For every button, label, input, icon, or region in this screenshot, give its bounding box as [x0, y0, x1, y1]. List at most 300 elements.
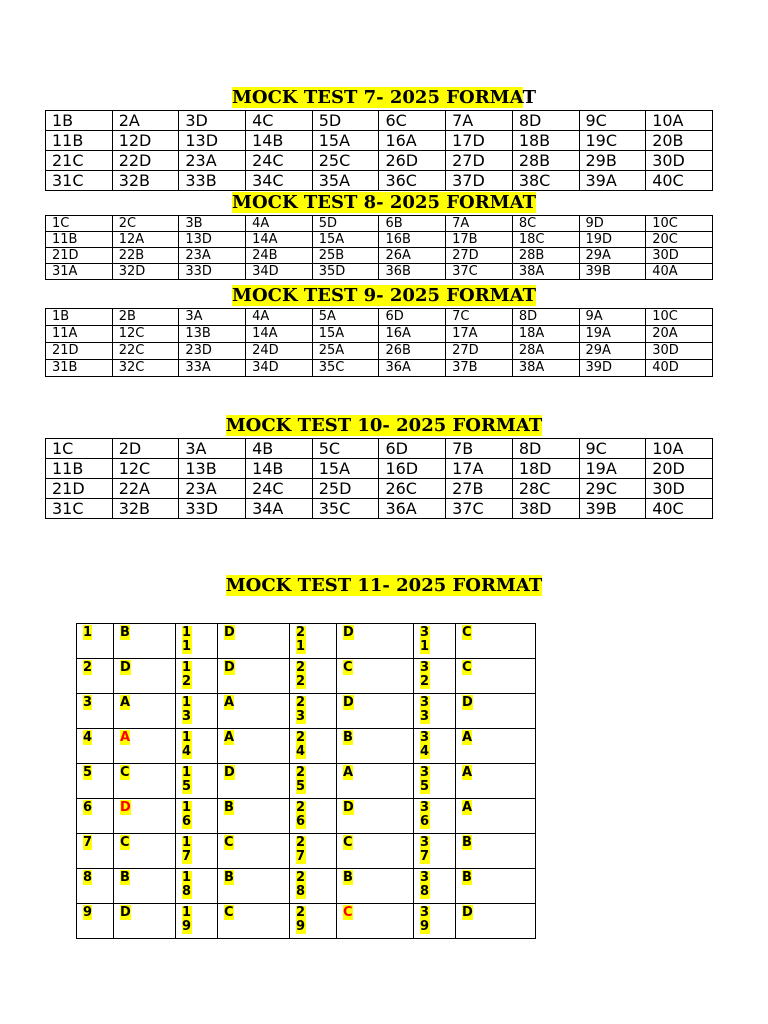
question-number-cell	[414, 729, 456, 764]
answer-cell	[456, 764, 536, 799]
answer-cell	[218, 624, 290, 659]
answer-letter: B	[120, 625, 130, 640]
answer-cell: 1C	[46, 439, 113, 459]
answer-cell: 38C	[512, 171, 579, 191]
answer-cell: 25D	[312, 479, 379, 499]
answer-cell: 7B	[446, 439, 513, 459]
answer-cell: 39D	[579, 360, 646, 377]
answer-cell: 28A	[512, 343, 579, 360]
answer-letter: A	[120, 695, 131, 710]
mock-test-10-table	[45, 438, 713, 519]
answer-cell: 30D	[646, 248, 713, 264]
answer-cell: 25A	[312, 343, 379, 360]
mock-test-7-table	[45, 110, 713, 191]
answer-cell: 34D	[246, 360, 313, 377]
answer-letter: A	[462, 800, 473, 815]
question-number: 12	[182, 660, 192, 689]
answer-cell: 40C	[646, 499, 713, 519]
question-number-cell	[290, 869, 337, 904]
answer-cell	[337, 764, 414, 799]
mock-test-8-table	[45, 215, 713, 280]
answer-letter: D	[343, 800, 354, 815]
answer-letter: C	[120, 835, 130, 850]
answer-cell	[456, 659, 536, 694]
answer-cell: 13B	[179, 459, 246, 479]
question-number: 26	[296, 800, 306, 829]
answer-cell: 10C	[646, 309, 713, 326]
answer-cell: 27D	[446, 343, 513, 360]
question-number: 3	[83, 695, 93, 710]
answer-letter: C	[343, 660, 353, 675]
answer-cell: 32B	[112, 171, 179, 191]
answer-cell: 36B	[379, 264, 446, 280]
answer-cell: 29C	[579, 479, 646, 499]
answer-cell	[218, 799, 290, 834]
table-row	[46, 248, 713, 264]
answer-cell	[218, 869, 290, 904]
answer-cell: 40C	[646, 171, 713, 191]
question-number-cell	[77, 834, 114, 869]
question-number: 34	[420, 730, 430, 759]
answer-cell	[456, 694, 536, 729]
answer-letter: B	[462, 870, 472, 885]
question-number-cell	[290, 904, 337, 939]
table-row	[77, 764, 536, 799]
answer-cell: 2A	[112, 111, 179, 131]
answer-letter: D	[462, 905, 473, 920]
answer-cell: 29B	[579, 151, 646, 171]
question-number-cell	[77, 904, 114, 939]
answer-cell: 37C	[446, 499, 513, 519]
answer-cell	[337, 834, 414, 869]
answer-cell: 21D	[46, 248, 113, 264]
answer-cell: 33A	[179, 360, 246, 377]
answer-cell: 10C	[646, 216, 713, 232]
answer-cell	[337, 624, 414, 659]
answer-cell: 8D	[512, 309, 579, 326]
answer-letter: B	[224, 800, 234, 815]
table-row	[77, 659, 536, 694]
answer-letter: D	[343, 625, 354, 640]
question-number-cell	[176, 904, 218, 939]
mock-test-8-title	[0, 193, 768, 213]
table-row	[77, 834, 536, 869]
answer-cell: 32B	[112, 499, 179, 519]
question-number: 11	[182, 625, 192, 654]
table-row	[77, 694, 536, 729]
question-number-cell	[290, 624, 337, 659]
answer-cell: 27D	[446, 248, 513, 264]
table-row	[46, 326, 713, 343]
answer-letter: C	[343, 905, 353, 920]
answer-cell: 40A	[646, 264, 713, 280]
question-number-cell	[77, 764, 114, 799]
answer-cell: 11A	[46, 326, 113, 343]
answer-letter: A	[343, 765, 354, 780]
question-number-cell	[176, 869, 218, 904]
answer-cell: 33D	[179, 264, 246, 280]
answer-cell: 34A	[246, 499, 313, 519]
answer-letter: A	[462, 730, 473, 745]
question-number: 24	[296, 730, 306, 759]
question-number: 28	[296, 870, 306, 899]
question-number: 15	[182, 765, 192, 794]
mock-test-8-title-highlight: MOCK TEST 8- 2025 FORMAT	[232, 192, 536, 213]
answer-cell	[218, 904, 290, 939]
answer-cell: 5C	[312, 439, 379, 459]
answer-cell: 17A	[446, 459, 513, 479]
question-number: 18	[182, 870, 192, 899]
question-number: 7	[83, 835, 93, 850]
answer-cell: 25C	[312, 151, 379, 171]
answer-cell	[337, 729, 414, 764]
question-number: 14	[182, 730, 192, 759]
answer-cell: 24D	[246, 343, 313, 360]
answer-cell: 36A	[379, 360, 446, 377]
answer-cell: 1B	[46, 309, 113, 326]
answer-letter: A	[120, 730, 131, 745]
answer-cell: 9D	[579, 216, 646, 232]
answer-cell: 8C	[512, 216, 579, 232]
table-row	[46, 171, 713, 191]
answer-cell: 21C	[46, 151, 113, 171]
answer-cell: 18D	[512, 459, 579, 479]
answer-cell: 4B	[246, 439, 313, 459]
question-number: 9	[83, 905, 93, 920]
answer-cell: 20D	[646, 459, 713, 479]
answer-cell: 32D	[112, 264, 179, 280]
answer-cell: 20C	[646, 232, 713, 248]
mock-test-7-title	[0, 88, 768, 108]
answer-cell: 6D	[379, 309, 446, 326]
table-row	[77, 624, 536, 659]
answer-cell: 35C	[312, 360, 379, 377]
question-number: 39	[420, 905, 430, 934]
question-number-cell	[414, 869, 456, 904]
answer-cell: 27D	[446, 151, 513, 171]
answer-cell: 22B	[112, 248, 179, 264]
mock-test-10-title-highlight: MOCK TEST 10- 2025 FORMAT	[225, 415, 543, 436]
answer-cell	[456, 834, 536, 869]
question-number-cell	[290, 729, 337, 764]
answer-cell	[337, 799, 414, 834]
question-number-cell	[176, 624, 218, 659]
question-number: 4	[83, 730, 93, 745]
answer-cell	[456, 904, 536, 939]
question-number-cell	[77, 799, 114, 834]
answer-letter: B	[462, 835, 472, 850]
answer-cell: 6B	[379, 216, 446, 232]
mock-test-11-table	[76, 623, 536, 939]
answer-cell: 28B	[512, 151, 579, 171]
answer-cell: 37B	[446, 360, 513, 377]
question-number: 6	[83, 800, 93, 815]
question-number: 13	[182, 695, 192, 724]
answer-cell	[114, 764, 176, 799]
answer-cell: 2C	[112, 216, 179, 232]
answer-cell	[218, 834, 290, 869]
answer-cell: 6C	[379, 111, 446, 131]
answer-cell: 39A	[579, 171, 646, 191]
table-row	[46, 459, 713, 479]
table-row	[46, 232, 713, 248]
question-number: 23	[296, 695, 306, 724]
answer-cell: 5D	[312, 216, 379, 232]
answer-cell: 39B	[579, 264, 646, 280]
answer-cell: 17B	[446, 232, 513, 248]
question-number-cell	[414, 799, 456, 834]
answer-cell: 29A	[579, 248, 646, 264]
question-number-cell	[290, 659, 337, 694]
mock-test-7-title-tail: T	[522, 87, 536, 108]
answer-cell: 30D	[646, 479, 713, 499]
answer-cell: 22A	[112, 479, 179, 499]
answer-cell: 2B	[112, 309, 179, 326]
question-number-cell	[414, 834, 456, 869]
question-number-cell	[414, 624, 456, 659]
answer-cell: 7A	[446, 111, 513, 131]
answer-cell: 19A	[579, 459, 646, 479]
answer-letter: D	[224, 625, 235, 640]
answer-cell: 1C	[46, 216, 113, 232]
answer-cell	[114, 834, 176, 869]
answer-letter: D	[120, 800, 131, 815]
mock-test-11-title-highlight: MOCK TEST 11- 2025 FORMAT	[225, 575, 543, 596]
answer-cell	[114, 624, 176, 659]
question-number-cell	[290, 799, 337, 834]
question-number-cell	[176, 659, 218, 694]
answer-cell: 19D	[579, 232, 646, 248]
table-row	[46, 479, 713, 499]
answer-letter: D	[224, 660, 235, 675]
answer-cell: 11B	[46, 232, 113, 248]
answer-cell: 31B	[46, 360, 113, 377]
answer-cell: 24B	[246, 248, 313, 264]
answer-cell: 38A	[512, 264, 579, 280]
answer-cell: 26B	[379, 343, 446, 360]
answer-cell	[337, 659, 414, 694]
answer-cell: 24C	[246, 151, 313, 171]
question-number: 17	[182, 835, 192, 864]
answer-cell: 30D	[646, 343, 713, 360]
answer-letter: D	[120, 660, 131, 675]
answer-cell: 5D	[312, 111, 379, 131]
answer-letter: C	[120, 765, 130, 780]
mock-test-9-title	[0, 286, 768, 306]
question-number: 33	[420, 695, 430, 724]
answer-letter: A	[224, 730, 235, 745]
answer-cell: 13B	[179, 326, 246, 343]
question-number-cell	[290, 694, 337, 729]
answer-cell: 20A	[646, 326, 713, 343]
answer-cell	[456, 799, 536, 834]
question-number: 25	[296, 765, 306, 794]
answer-cell: 14A	[246, 326, 313, 343]
answer-cell: 19C	[579, 131, 646, 151]
table-row	[46, 264, 713, 280]
answer-letter: B	[343, 730, 353, 745]
question-number-cell	[77, 694, 114, 729]
answer-cell: 33D	[179, 499, 246, 519]
answer-cell: 16A	[379, 131, 446, 151]
answer-cell	[218, 729, 290, 764]
table-row	[46, 111, 713, 131]
answer-cell: 10A	[646, 439, 713, 459]
answer-cell: 15A	[312, 232, 379, 248]
question-number: 37	[420, 835, 430, 864]
answer-cell: 9C	[579, 439, 646, 459]
answer-cell: 36A	[379, 499, 446, 519]
mock-test-9-title-highlight: MOCK TEST 9- 2025 FORMAT	[232, 285, 536, 306]
answer-cell	[114, 694, 176, 729]
answer-cell: 8D	[512, 439, 579, 459]
answer-cell	[114, 729, 176, 764]
answer-letter: C	[343, 835, 353, 850]
answer-cell: 4A	[246, 309, 313, 326]
answer-cell	[456, 729, 536, 764]
answer-cell: 38D	[512, 499, 579, 519]
question-number-cell	[290, 764, 337, 799]
question-number: 2	[83, 660, 93, 675]
answer-cell: 4C	[246, 111, 313, 131]
table-row	[77, 904, 536, 939]
answer-cell: 10A	[646, 111, 713, 131]
table-row	[46, 309, 713, 326]
answer-cell: 23A	[179, 151, 246, 171]
answer-cell: 8D	[512, 111, 579, 131]
answer-letter: B	[343, 870, 353, 885]
question-number: 8	[83, 870, 93, 885]
answer-cell: 12A	[112, 232, 179, 248]
answer-letter: B	[224, 870, 234, 885]
table-row	[77, 869, 536, 904]
answer-letter: D	[120, 905, 131, 920]
answer-cell	[114, 659, 176, 694]
answer-cell: 26D	[379, 151, 446, 171]
answer-cell: 7C	[446, 309, 513, 326]
answer-cell: 11B	[46, 131, 113, 151]
answer-cell: 26A	[379, 248, 446, 264]
question-number-cell	[176, 729, 218, 764]
answer-cell	[218, 694, 290, 729]
mock-test-7-title-highlight: MOCK TEST 7- 2025 FORMA	[232, 87, 523, 108]
answer-cell: 20B	[646, 131, 713, 151]
answer-cell: 34D	[246, 264, 313, 280]
answer-cell: 18B	[512, 131, 579, 151]
question-number: 1	[83, 625, 93, 640]
answer-cell: 21D	[46, 479, 113, 499]
answer-cell	[337, 694, 414, 729]
table-row	[46, 360, 713, 377]
answer-cell: 23A	[179, 479, 246, 499]
mock-test-9-table	[45, 308, 713, 377]
answer-cell: 40D	[646, 360, 713, 377]
answer-letter: C	[462, 625, 472, 640]
answer-cell: 1B	[46, 111, 113, 131]
answer-cell: 18C	[512, 232, 579, 248]
question-number: 31	[420, 625, 430, 654]
question-number: 38	[420, 870, 430, 899]
answer-cell: 2D	[112, 439, 179, 459]
answer-cell: 22D	[112, 151, 179, 171]
answer-cell	[218, 764, 290, 799]
answer-letter: D	[462, 695, 473, 710]
answer-cell	[114, 799, 176, 834]
question-number-cell	[176, 834, 218, 869]
question-number-cell	[77, 869, 114, 904]
question-number-cell	[176, 694, 218, 729]
answer-cell	[456, 624, 536, 659]
table-row	[77, 729, 536, 764]
answer-cell: 6D	[379, 439, 446, 459]
question-number: 36	[420, 800, 430, 829]
answer-cell	[337, 869, 414, 904]
answer-cell: 35A	[312, 171, 379, 191]
answer-cell: 38A	[512, 360, 579, 377]
answer-letter: C	[224, 835, 234, 850]
answer-cell: 15A	[312, 326, 379, 343]
answer-cell: 35D	[312, 264, 379, 280]
answer-cell: 35C	[312, 499, 379, 519]
table-row	[46, 131, 713, 151]
answer-cell: 17D	[446, 131, 513, 151]
question-number-cell	[414, 904, 456, 939]
answer-cell: 9A	[579, 309, 646, 326]
answer-cell: 37D	[446, 171, 513, 191]
question-number: 27	[296, 835, 306, 864]
question-number-cell	[77, 729, 114, 764]
answer-cell: 11B	[46, 459, 113, 479]
answer-cell: 31C	[46, 499, 113, 519]
answer-cell: 29A	[579, 343, 646, 360]
answer-cell	[114, 904, 176, 939]
question-number-cell	[176, 764, 218, 799]
question-number: 29	[296, 905, 306, 934]
answer-letter: D	[343, 695, 354, 710]
answer-cell: 16B	[379, 232, 446, 248]
answer-cell: 7A	[446, 216, 513, 232]
answer-cell: 5A	[312, 309, 379, 326]
answer-cell: 33B	[179, 171, 246, 191]
answer-letter: C	[224, 905, 234, 920]
answer-cell: 25B	[312, 248, 379, 264]
table-row	[46, 439, 713, 459]
answer-cell: 4A	[246, 216, 313, 232]
table-row	[46, 499, 713, 519]
question-number: 35	[420, 765, 430, 794]
question-number-cell	[290, 834, 337, 869]
answer-cell: 19A	[579, 326, 646, 343]
answer-cell	[456, 869, 536, 904]
answer-letter: D	[224, 765, 235, 780]
mock-test-11-title	[0, 576, 768, 596]
mock-test-10-title	[0, 416, 768, 436]
answer-cell: 12C	[112, 326, 179, 343]
table-row	[77, 799, 536, 834]
answer-cell: 13D	[179, 232, 246, 248]
answer-cell: 15A	[312, 131, 379, 151]
answer-letter: A	[462, 765, 473, 780]
answer-cell: 16A	[379, 326, 446, 343]
answer-cell: 34C	[246, 171, 313, 191]
answer-cell: 36C	[379, 171, 446, 191]
answer-cell: 39B	[579, 499, 646, 519]
answer-cell: 3B	[179, 216, 246, 232]
question-number: 5	[83, 765, 93, 780]
answer-cell: 17A	[446, 326, 513, 343]
answer-cell: 12D	[112, 131, 179, 151]
question-number: 21	[296, 625, 306, 654]
